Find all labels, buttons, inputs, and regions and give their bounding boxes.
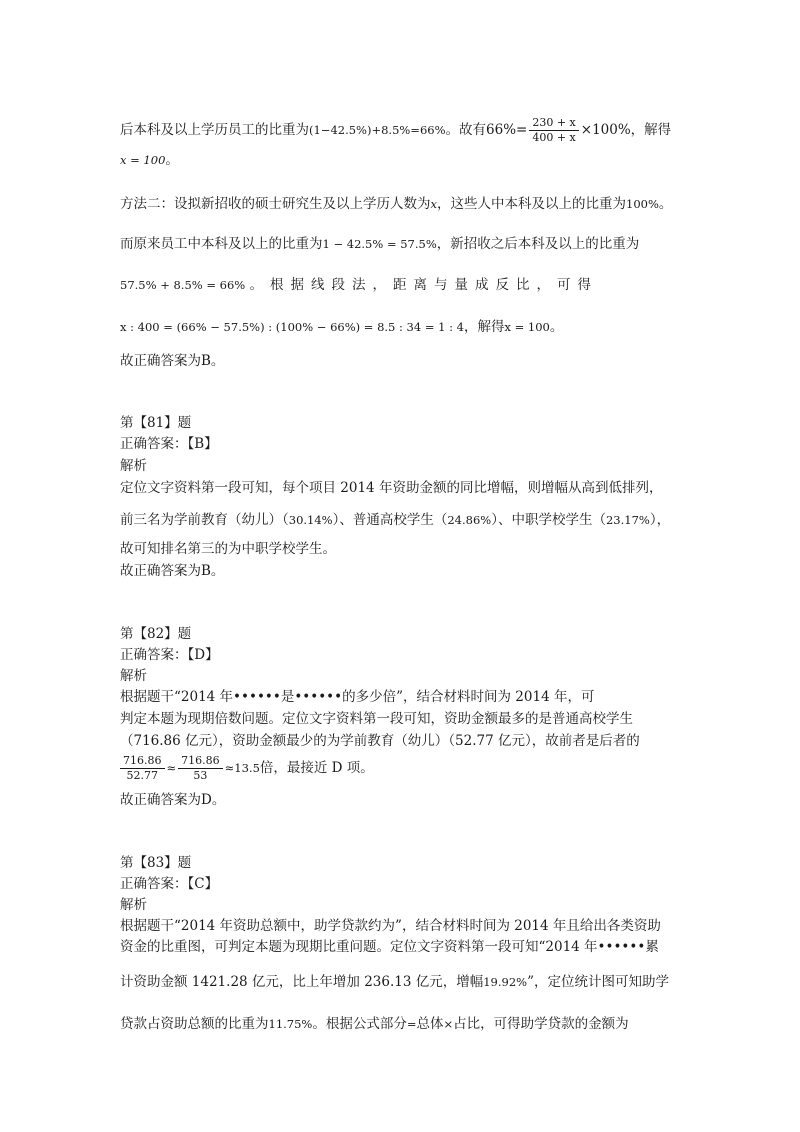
fraction-denominator: 52.77 bbox=[126, 769, 158, 782]
fraction-numerator: 230 + x bbox=[529, 116, 578, 131]
method2-line-3 bbox=[120, 275, 680, 295]
math-value: 11.75% bbox=[268, 1017, 313, 1031]
method2-conclusion bbox=[120, 351, 680, 371]
fraction bbox=[178, 754, 223, 783]
text-span: 总体 bbox=[416, 1016, 444, 1032]
text-span: ）、中职学校学生（ bbox=[491, 512, 606, 528]
math-expression: x = 100 bbox=[120, 153, 166, 167]
solution-a-line-2 bbox=[120, 150, 680, 170]
math-symbol: = bbox=[406, 1017, 417, 1031]
method2-line-4 bbox=[120, 317, 680, 337]
q81-line-2 bbox=[120, 510, 680, 530]
fraction bbox=[120, 754, 165, 783]
text-span: ）、普通高校学生（ bbox=[332, 512, 448, 528]
math-symbol: ≈ bbox=[166, 761, 177, 775]
q83-analysis-heading: 解析 bbox=[120, 897, 147, 913]
text-span: 。 bbox=[165, 152, 179, 168]
math-value: 24.86% bbox=[447, 513, 492, 527]
q82-analysis-heading: 解析 bbox=[120, 668, 147, 684]
text-span: 。 bbox=[658, 196, 673, 212]
method2-line-1 bbox=[120, 194, 680, 214]
text-span: 。根据公式部分 bbox=[312, 1016, 407, 1032]
q82-line-3: （716.86 亿元），资助金额最少的为学前教育（幼儿）（52.77 亿元），故前者是后者的 bbox=[120, 733, 640, 749]
text-span: 。 bbox=[549, 319, 564, 335]
text-span: 后本科及以上学历员工的比重为 bbox=[120, 122, 309, 138]
math-expression: 100% bbox=[626, 197, 659, 211]
math-value: ≈13.5 bbox=[224, 761, 260, 775]
text-span: ）， bbox=[649, 512, 671, 528]
text-span: 前三名为学前教育（幼儿）（ bbox=[120, 512, 289, 528]
q82-answer: 正确答案：【D】 bbox=[120, 647, 219, 663]
math-expression: 1 − 42.5% = 57.5% bbox=[322, 237, 437, 251]
text-span: ×100%，解得 bbox=[580, 122, 672, 138]
fraction-denominator: 400 + x bbox=[532, 131, 576, 144]
q83-line-3 bbox=[120, 972, 680, 992]
text-span: ，解得 bbox=[463, 319, 505, 335]
text-span: 倍，最接近 D 项。 bbox=[259, 760, 374, 776]
q83-title: 第【83】题 bbox=[120, 855, 192, 871]
text-span: ”，定位统计图可知助学 bbox=[527, 974, 669, 990]
text-span: 计资助金额 1421.28 亿元，比上年增加 236.13 亿元，增幅 bbox=[120, 974, 484, 990]
q82-line-4 bbox=[120, 753, 680, 783]
q81-conclusion: 故正确答案为B。 bbox=[120, 563, 225, 579]
method2-line-2 bbox=[120, 234, 680, 254]
text-span: 贷款占资助总额的比重为 bbox=[120, 1016, 269, 1032]
fraction-numerator: 716.86 bbox=[120, 754, 165, 769]
q82-title: 第【82】题 bbox=[120, 626, 192, 642]
text-span: ，这些人中本科及以上的比重为 bbox=[437, 196, 626, 212]
q82-line-2: 判定本题为现期倍数问题。定位文字资料第一段可知，资助金额最多的是普通高校学生 bbox=[120, 711, 633, 727]
math-expression: (1−42.5%)+8.5%=66% bbox=[309, 123, 446, 137]
fraction bbox=[529, 116, 578, 145]
q83-line-1: 根据题干“2014 年资助总额中，助学贷款约为”，结合材料时间为 2014 年且给出各类资助 bbox=[120, 918, 661, 934]
q82-conclusion: 故正确答案为D。 bbox=[120, 792, 226, 808]
q81-title: 第【81】题 bbox=[120, 415, 192, 431]
text-span: 。根据线段法，距离与量成反比，可得 bbox=[249, 277, 598, 293]
fraction-denominator: 53 bbox=[193, 769, 208, 782]
q81-line-3: 故可知排名第三的为中职学校学生。 bbox=[120, 541, 336, 557]
q83-line-2: 资金的比重图，可判定本题为现期比重问题。定位文字资料第一段可知“2014 年••••••累 bbox=[120, 939, 659, 955]
text-span: 方法二：设拟新招收的硕士研究生及以上学历人数为 bbox=[120, 196, 431, 212]
math-value: 23.17% bbox=[605, 513, 650, 527]
q82-line-1: 根据题干“2014 年••••••是••••••的多少倍”，结合材料时间为 2014 年，可 bbox=[120, 689, 595, 705]
math-expression: 57.5% + 8.5% = 66% bbox=[120, 278, 246, 292]
q81-analysis-heading: 解析 bbox=[120, 458, 147, 474]
q81-answer: 正确答案：【B】 bbox=[120, 436, 218, 452]
text-span: ，新招收之后本科及以上的比重为 bbox=[436, 236, 640, 252]
math-symbol: × bbox=[443, 1017, 454, 1031]
math-expression: x : 400 = (66% − 57.5%) : (100% − 66%) = 8.5 : 34 = 1 : 4 bbox=[120, 320, 464, 334]
text-span: 占比，可得助学贷款的金额为 bbox=[453, 1016, 629, 1032]
fraction-numerator: 716.86 bbox=[178, 754, 223, 769]
conclusion-text: 故正确答案为B。 bbox=[120, 353, 225, 369]
text-span: 而原来员工中本科及以上的比重为 bbox=[120, 236, 323, 252]
math-value: 30.14% bbox=[288, 513, 333, 527]
solution-a-line-1 bbox=[120, 116, 680, 145]
q81-line-1: 定位文字资料第一段可知，每个项目 2014 年资助金额的同比增幅，则增幅从高到低排列， bbox=[120, 480, 663, 496]
math-expression: x = 100 bbox=[504, 320, 550, 334]
math-variable: x bbox=[430, 197, 437, 211]
q83-line-4 bbox=[120, 1014, 680, 1034]
text-span: 。故有66%= bbox=[445, 122, 528, 138]
q83-answer: 正确答案：【C】 bbox=[120, 876, 219, 892]
math-value: 19.92% bbox=[483, 975, 528, 989]
